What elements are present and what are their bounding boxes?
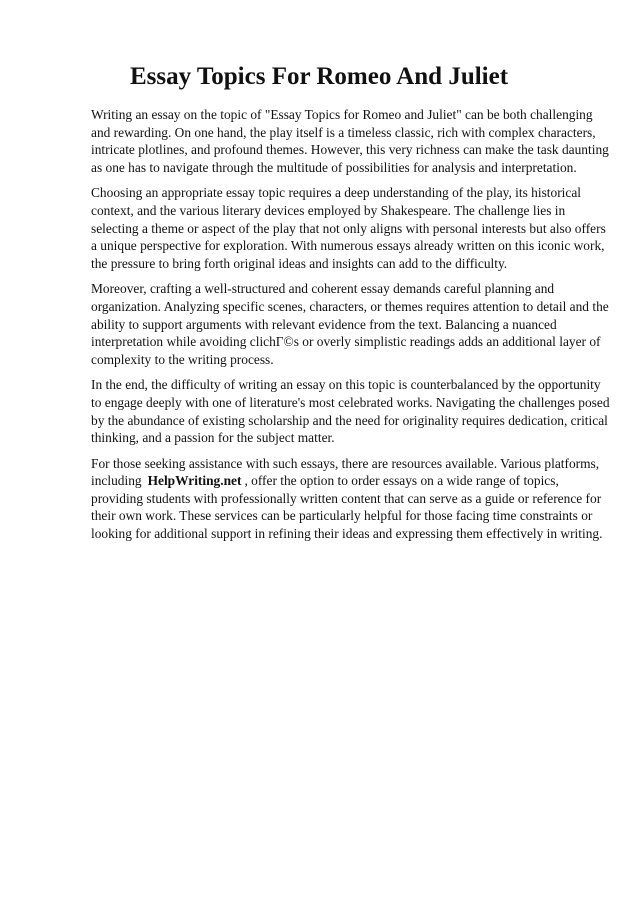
document-title: Essay Topics For Romeo And Juliet bbox=[129, 63, 509, 90]
text-line: providing students with professionally written content that can serve as a guide or reference for bbox=[91, 490, 602, 506]
document-body bbox=[91, 106, 610, 551]
text-line: context, and the various literary devices employed by Shakespeare. The challenge lies in bbox=[91, 202, 566, 218]
text-line: In the end, the difficulty of writing an essay on this topic is counterbalanced by the opportunity bbox=[91, 377, 601, 393]
helpwriting-brand: HelpWriting.net bbox=[147, 473, 242, 489]
text-line: ability to support arguments with relevant evidence from the text. Balancing a nuanced bbox=[91, 316, 557, 332]
text-line: a unique perspective for exploration. With numerous essays already written on this iconic work, bbox=[91, 238, 605, 254]
paragraph-choosing-topic bbox=[91, 184, 606, 272]
text-line: selecting a theme or aspect of the play that not only aligns with personal interests but also offers bbox=[91, 220, 606, 236]
text-line: by the abundance of existing scholarship and the need for originality requires dedication, critical bbox=[91, 412, 608, 428]
text-line: the pressure to bring forth original ideas and insights can add to the difficulty. bbox=[91, 255, 508, 271]
line-suffix-text: , offer the option to order essays on a wide range of topics, bbox=[244, 473, 559, 489]
text-line: to engage deeply with one of literature's most celebrated works. Navigating the challenges posed bbox=[91, 394, 610, 410]
paragraph-intro bbox=[91, 106, 609, 176]
paragraph-crafting-essay bbox=[91, 280, 609, 368]
text-line: complexity to the writing process. bbox=[91, 351, 274, 367]
text-line: their own work. These services can be particularly helpful for those facing time constraints or bbox=[91, 508, 593, 524]
text-line: looking for additional support in refining their ideas and expressing them effectively in writing. bbox=[91, 526, 603, 542]
text-line-with-brand bbox=[91, 472, 595, 490]
text-line: and rewarding. On one hand, the play itself is a timeless classic, rich with complex characters, bbox=[91, 124, 596, 140]
text-line: Choosing an appropriate essay topic requires a deep understanding of the play, its historical bbox=[91, 185, 581, 201]
text-line: Moreover, crafting a well-structured and coherent essay demands careful planning and bbox=[91, 281, 555, 297]
text-line: For those seeking assistance with such essays, there are resources available. Various platforms, bbox=[91, 455, 600, 471]
text-line: thinking, and a passion for the subject matter. bbox=[91, 430, 335, 446]
text-line: interpretation while avoiding clichГ©s or overly simplistic readings adds an additional layer of bbox=[91, 334, 601, 350]
including-text: including bbox=[91, 473, 142, 489]
text-line: as one has to navigate through the multitude of possibilities for analysis and interpretation. bbox=[91, 159, 577, 175]
paragraph-assistance bbox=[91, 455, 603, 543]
text-line: organization. Analyzing specific scenes, characters, or themes requires attention to detail and the bbox=[91, 298, 609, 314]
text-line: Writing an essay on the topic of "Essay Topics for Romeo and Juliet" can be both challenging bbox=[91, 107, 593, 122]
paragraph-conclusion bbox=[91, 376, 610, 446]
text-line: intricate plotlines, and profound themes. However, this very richness can make the task daunting bbox=[91, 142, 609, 158]
